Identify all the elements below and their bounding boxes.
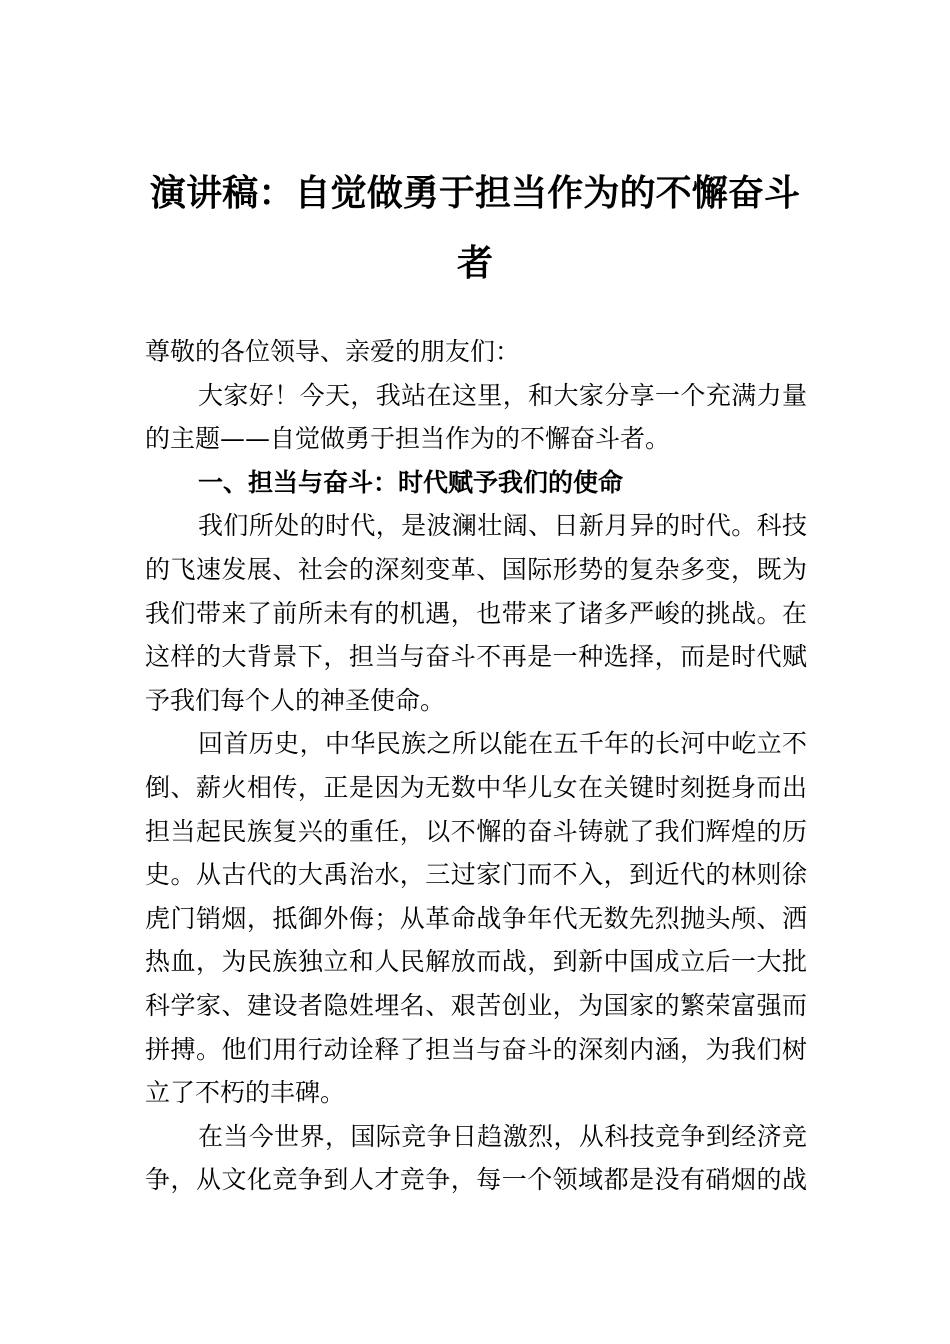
greeting: 尊敬的各位领导、亲爱的朋友们： (145, 337, 521, 366)
text-line: 在当今世界，国际竞争日趋激烈，从科技竞争到经济竞 (198, 1121, 807, 1151)
text-line: 争，从文化竞争到人才竞争，每一个领域都是没有硝烟的战 (145, 1165, 807, 1195)
text-line: 倒、薪火相传，正是因为无数中华儿女在关键时刻挺身而出 (145, 772, 807, 802)
text-line: 大家好！今天，我站在这里，和大家分享一个充满力量 (198, 380, 807, 410)
paragraph-intro (145, 374, 807, 461)
text-line: 这样的大背景下，担当与奋斗不再是一种选择，而是时代赋 (145, 642, 807, 672)
section-heading: 一、担当与奋斗：时代赋予我们的使命 (198, 467, 624, 497)
paragraph-competition (145, 1115, 807, 1202)
text-line: 回首历史，中华民族之所以能在五千年的长河中屹立不 (198, 729, 807, 759)
text-line: 的主题——自觉做勇于担当作为的不懈奋斗者。 (145, 424, 671, 454)
text-line: 我们带来了前所未有的机遇，也带来了诸多严峻的挑战。在 (145, 598, 807, 628)
title-line: 演讲稿：自觉做勇于担当作为的不懈奋斗 (150, 172, 800, 214)
paragraph-era (145, 504, 807, 722)
text-line: 史。从古代的大禹治水，三过家门而不入，到近代的林则徐 (145, 860, 807, 890)
text-line: 虎门销烟，抵御外侮；从革命战争年代无数先烈抛头颅、洒 (145, 903, 807, 933)
document-body (145, 330, 807, 1202)
text-line: 我们所处的时代，是波澜壮阔、日新月异的时代。科技 (198, 511, 807, 541)
text-line: 科学家、建设者隐姓埋名、艰苦创业，为国家的繁荣富强而 (145, 990, 807, 1020)
paragraph-history (145, 722, 807, 1114)
text-line: 拼搏。他们用行动诠释了担当与奋斗的深刻内涵，为我们树 (145, 1034, 807, 1064)
text-line: 的飞速发展、社会的深刻变革、国际形势的复杂多变，既为 (145, 554, 807, 584)
text-line: 予我们每个人的神圣使命。 (145, 685, 446, 715)
text-line: 立了不朽的丰碑。 (145, 1078, 346, 1108)
title-line: 者 (456, 242, 493, 284)
text-line: 热血，为民族独立和人民解放而战，到新中国成立后一大批 (145, 947, 807, 977)
text-line: 担当起民族复兴的重任，以不懈的奋斗铸就了我们辉煌的历 (145, 816, 807, 846)
document-title (150, 158, 800, 298)
